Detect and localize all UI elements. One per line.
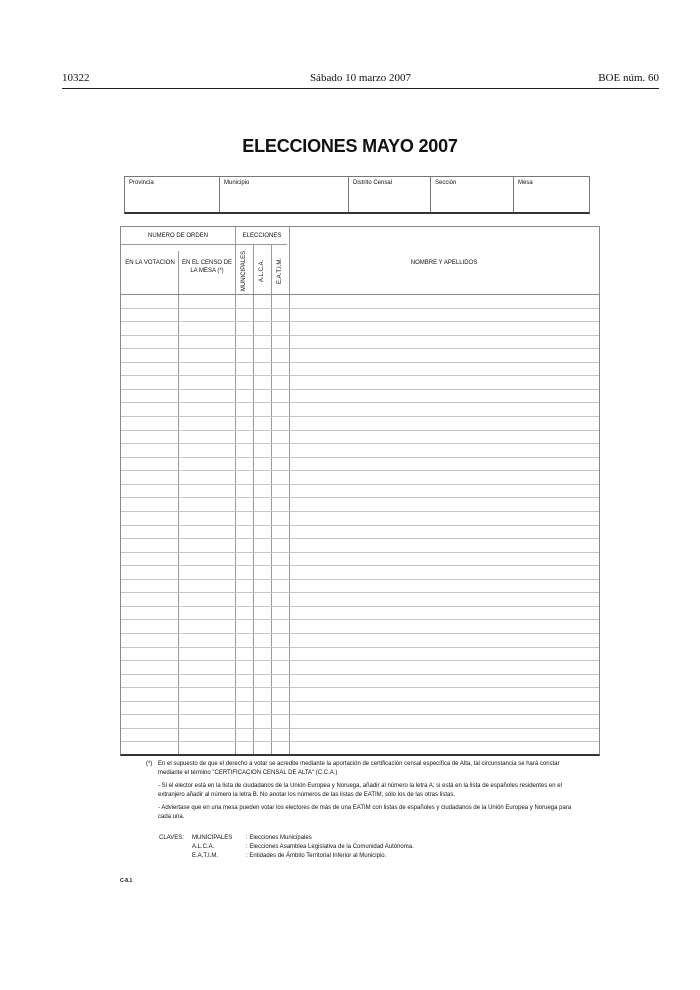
table-row[interactable] — [121, 375, 599, 390]
table-row[interactable] — [121, 674, 599, 689]
table-row[interactable] — [121, 389, 599, 404]
table-row[interactable] — [121, 565, 599, 580]
footnotes — [146, 760, 576, 826]
table-row[interactable] — [121, 728, 599, 743]
table-row[interactable] — [121, 335, 599, 350]
table-row[interactable] — [121, 348, 599, 363]
elecciones-header: ELECCIONES — [242, 233, 282, 239]
table-row[interactable] — [121, 552, 599, 567]
table-row[interactable] — [121, 294, 599, 309]
numero-orden-header: NUMERO DE ORDEN — [147, 233, 208, 239]
document-title: ELECCIONES MAYO 2007 — [242, 136, 458, 156]
provincia-field[interactable] — [125, 177, 219, 212]
table-row[interactable] — [121, 701, 599, 716]
table-row[interactable] — [121, 497, 599, 512]
nombre-apellidos-header: NOMBRE Y APELLIDOS — [410, 260, 478, 266]
table-row[interactable] — [121, 457, 599, 472]
table-row[interactable] — [121, 321, 599, 336]
municipio-field[interactable] — [219, 177, 348, 212]
table-row[interactable] — [121, 484, 599, 499]
table-row[interactable] — [121, 714, 599, 729]
form-code: C-8.1 — [120, 878, 133, 884]
footnote-letters: - Si el elector está en la lista de ciudadanos de la Unión Europea y Noruega, añadir al número la letra A; si está en la lista de españoles residentes en el extranjero añadir al número la letra B. No anotar los números de las listas de EATIM, sólo los de las otras listas. — [158, 783, 562, 798]
table-row[interactable] — [121, 430, 599, 445]
table-row[interactable] — [121, 592, 599, 607]
table-row[interactable] — [121, 470, 599, 485]
journal-issue: BOE núm. 60 — [598, 72, 659, 84]
table-row[interactable] — [121, 538, 599, 553]
table-row[interactable] — [121, 633, 599, 648]
table-row[interactable] — [121, 308, 599, 323]
table-row[interactable] — [121, 660, 599, 675]
table-row[interactable] — [121, 687, 599, 702]
clave-desc: : Entidades de Ámbito Territorial Inferior al Municipio. — [246, 853, 387, 859]
alca-header: A.L.C.A. — [259, 259, 265, 283]
clave-key: E.A.T.I.M. — [192, 853, 219, 859]
en-la-votacion-header: EN LA VOTACION — [125, 260, 175, 266]
clave-key: MUNICIPALES — [192, 835, 233, 841]
table-row[interactable] — [121, 362, 599, 377]
seccion-field[interactable] — [430, 177, 513, 212]
table-row[interactable] — [121, 579, 599, 594]
eatim-header: E.A.T.I.M. — [277, 257, 283, 285]
clave-desc: : Elecciones Municipales — [246, 835, 312, 841]
claves-label: CLAVES: — [159, 835, 184, 841]
table-row[interactable] — [121, 647, 599, 662]
header-divider — [121, 244, 287, 245]
voter-list-table — [120, 226, 600, 756]
clave-key: A.L.C.A. — [192, 844, 215, 850]
en-el-censo-header: EN EL CENSO DE LA MESA (*) — [181, 260, 233, 274]
municipales-header: MUNICIPALES — [241, 250, 247, 292]
footnote-mark: (*) — [146, 761, 153, 767]
table-row[interactable] — [121, 511, 599, 526]
clave-desc: : Elecciones Asamblea Legislativa de la Comunidad Autónoma. — [246, 844, 414, 850]
provincia-label: Provincia — [129, 180, 154, 186]
page-header — [62, 72, 659, 89]
distrito-field[interactable] — [348, 177, 430, 212]
footnote-eatim: - Adviertase que en una mesa pueden votar los electores de más de una EATIM con listas de españoles y ciudadanos de la Unión Europea y Noruega para cada una. — [158, 805, 572, 820]
footnote-cca: En el supuesto de que el derecho a votar se acredite mediante la aportación de certificación censal específica de Alta, tal circunstancia se hará constar mediante el término "CERTIFICACION CENSAL DE ALTA" (C.C.A.) — [158, 761, 560, 776]
table-row[interactable] — [121, 619, 599, 634]
table-row[interactable] — [121, 741, 599, 756]
table-row[interactable] — [121, 416, 599, 431]
distrito-label: Distrito Censal — [353, 180, 393, 186]
publication-date: Sábado 10 marzo 2007 — [309, 72, 412, 84]
seccion-label: Sección — [435, 180, 457, 186]
table-row[interactable] — [121, 606, 599, 621]
mesa-field[interactable] — [513, 177, 589, 212]
table-row[interactable] — [121, 402, 599, 417]
mesa-label: Mesa — [518, 180, 533, 186]
table-row[interactable] — [121, 443, 599, 458]
table-row[interactable] — [121, 525, 599, 540]
location-fields-box — [124, 176, 590, 214]
page-number: 10322 — [62, 72, 90, 84]
municipio-label: Municipio — [224, 180, 250, 186]
